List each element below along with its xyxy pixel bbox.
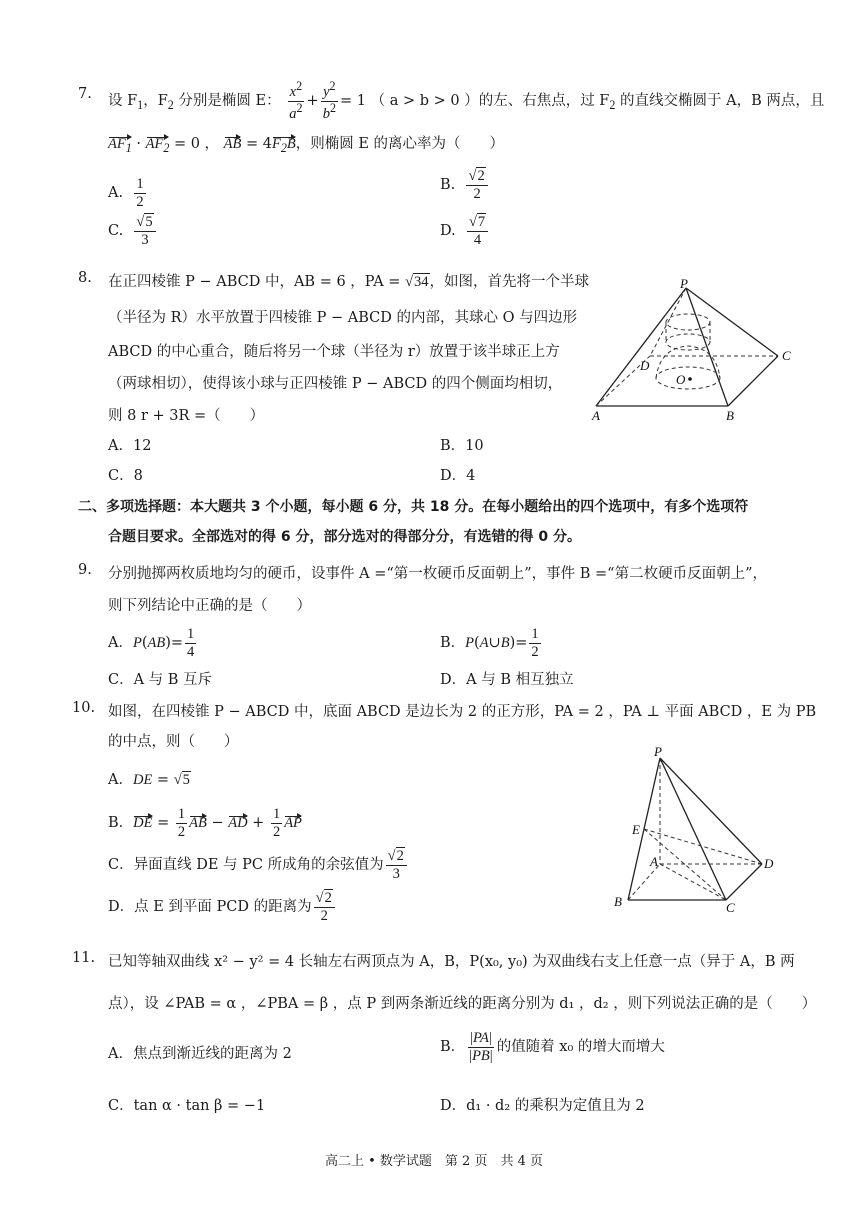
q7-option-d[interactable]: D. $\frac{√7}{4}$ xyxy=(440,214,490,248)
fig1-label-d: D xyxy=(640,358,650,373)
q9-option-c[interactable]: C．A 与 B 互斥 xyxy=(108,672,213,688)
q8-stem-line4: （两球相切），使得该小球与正四棱锥 P − ABCD 的四个侧面均相切， xyxy=(108,376,563,392)
fig2-label-a: A xyxy=(650,854,658,869)
q11-stem-line1: 已知等轴双曲线 x² − y² = 4 长轴左右两顶点为 A，B，P(x₀, y₀) 为双曲线右支上任意一点（异于 A，B 两 xyxy=(108,954,795,970)
q8-option-c[interactable]: C．8 xyxy=(108,468,143,484)
q9-stem-line2: 则下列结论中正确的是（ ） xyxy=(108,598,311,614)
q10-option-d[interactable]: D．点 E 到平面 PCD 的距离为 $\frac{√2}{2}$ xyxy=(108,890,337,924)
q8-option-d[interactable]: D．4 xyxy=(440,468,476,484)
fig2-label-e: E xyxy=(632,822,640,837)
q8-stem-line1: 在正四棱锥 P − ABCD 中，AB = 6 ，PA = √34，如图，首先将一个半球 xyxy=(108,274,590,290)
fig2-label-d: D xyxy=(764,856,774,871)
q9-option-d[interactable]: D．A 与 B 相互独立 xyxy=(440,672,574,688)
pyramid-hemisphere-figure xyxy=(590,278,800,428)
q8-option-b[interactable]: B．10 xyxy=(440,438,484,454)
q8-stem-line5: 则 8 r + 3R =（ ） xyxy=(108,408,265,424)
fig2-label-b: B xyxy=(614,894,622,909)
q11-option-c[interactable]: C．tan α · tan β = −1 xyxy=(108,1098,266,1114)
q10-stem-line2: 的中点，则（ ） xyxy=(108,734,239,750)
q10-option-c[interactable]: C．异面直线 DE 与 PC 所成角的余弦值为 $\frac{√2}{3}$ xyxy=(108,848,409,882)
q8-option-a[interactable]: A．12 xyxy=(108,438,152,454)
q7-option-c[interactable]: C. $\frac{√5}{3}$ xyxy=(108,214,158,248)
page-footer: 高二上 • 数学试题 第 2 页 共 4 页 xyxy=(324,1154,543,1169)
q10-option-a[interactable]: A．DE = √5 xyxy=(108,772,190,788)
q11-option-b[interactable]: B． $\frac{|PA|}{|PB|}$ 的值随着 x₀ 的增大而增大 xyxy=(440,1030,665,1064)
q11-number: 11. xyxy=(72,950,96,966)
fig1-label-o: O xyxy=(676,372,686,387)
q11-option-a[interactable]: A．焦点到渐近线的距离为 2 xyxy=(108,1046,292,1062)
q7-option-b[interactable]: B. $\frac{√2}{2}$ xyxy=(440,168,490,202)
q8-stem-line2: （半径为 R）水平放置于四棱锥 P − ABCD 的内部，其球心 O 与四边形 xyxy=(108,310,578,326)
fig2-label-p: P xyxy=(654,744,662,759)
fig2-label-c: C xyxy=(726,900,735,914)
q7-number: 7. xyxy=(78,86,92,102)
q9-option-a[interactable]: A．P(AB)= $\frac{1}{4}$ xyxy=(108,626,195,660)
q7-stem-line1: 设 $F_1$，$F_2$ 分别是椭圆 E： $\frac{x^2}{a^2}$ + $\frac{y^2}{b^2}$ = 1 （ a > b > 0 ）的左、右焦点，过 $F_2$ 的直线交椭圆于 A，B 两点，且 xyxy=(108,79,825,122)
ellipse-fraction-y: $\frac{y^2}{b^2}$ xyxy=(322,79,336,122)
q11-stem-line2: 点），设 ∠PAB = α ，∠PBA = β ，点 P 到两条渐近线的距离分别为 d₁ ，d₂ ，则下列说法正确的是（ ） xyxy=(108,996,817,1012)
q8-number: 8. xyxy=(78,270,92,286)
q9-stem-line1: 分别抛掷两枚质地均匀的硬币，设事件 A =“第一枚硬币反面朝上”，事件 B =“第二枚硬币反面朝上”， xyxy=(108,566,768,582)
center-o-dot xyxy=(688,377,692,381)
q7-stem-line2: $AF_1 \cdot AF_2 = 0$ ， AB = $4F_2B$，则椭圆 E 的离心率为（ ） xyxy=(108,136,505,155)
section2-heading-line2: 合题目要求。全部选对的得 6 分，部分选对的得部分分，有选错的得 0 分。 xyxy=(108,529,581,545)
q10-stem-line1: 如图，在四棱锥 P − ABCD 中，底面 ABCD 是边长为 2 的正方形，PA = 2 ，PA ⊥ 平面 ABCD ，E 为 PB xyxy=(108,704,817,720)
q10-option-b[interactable]: B．DE = $\frac{1}{2}$ AB − AD + $\frac{1}{2}$ AP xyxy=(108,806,302,840)
fig1-label-b: B xyxy=(726,408,734,423)
q9-number: 9. xyxy=(78,562,92,578)
section2-heading-line1: 二、多项选择题：本大题共 3 个小题，每小题 6 分，共 18 分。在每小题给出的四个选项中，有多个选项符 xyxy=(78,499,749,515)
fig1-label-p: P xyxy=(680,278,688,291)
q10-number: 10. xyxy=(72,700,96,716)
q9-option-b[interactable]: B．P(A∪B)= $\frac{1}{2}$ xyxy=(440,626,539,660)
q8-stem-line3: ABCD 的中心重合，随后将另一个球（半径为 r）放置于该半球正上方 xyxy=(108,344,560,360)
q11-option-d[interactable]: D．d₁ · d₂ 的乘积为定值且为 2 xyxy=(440,1098,645,1114)
fig1-label-a: A xyxy=(592,408,600,423)
fig1-label-c: C xyxy=(782,348,791,363)
ellipse-fraction-x: $\frac{x^2}{a^2}$ xyxy=(289,79,303,122)
q7-option-a[interactable]: A. $\frac{1}{2}$ xyxy=(108,176,144,210)
pyramid-pabcd-figure xyxy=(606,744,796,914)
